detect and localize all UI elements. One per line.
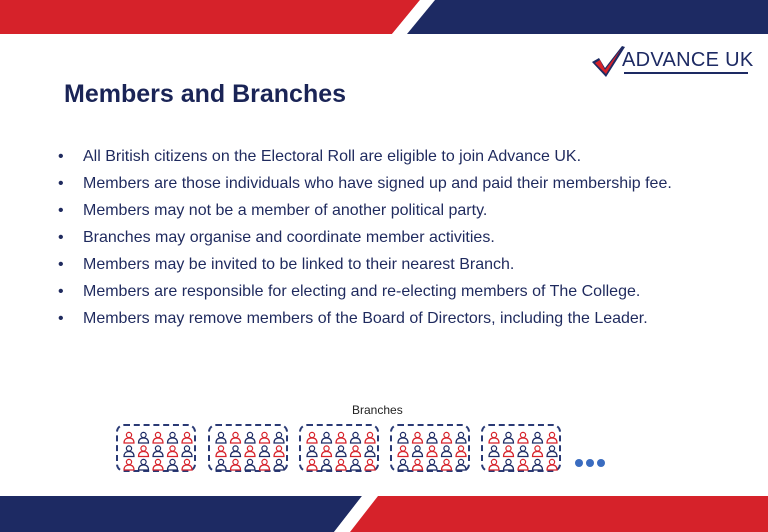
slide-title: Members and Branches bbox=[64, 80, 347, 108]
person-icon bbox=[260, 446, 270, 457]
person-icon bbox=[245, 432, 255, 443]
person-icon bbox=[518, 432, 528, 443]
person-icon bbox=[456, 432, 466, 443]
person-icon bbox=[533, 432, 543, 443]
person-icon bbox=[153, 459, 163, 470]
person-icon bbox=[139, 446, 149, 457]
person-icon bbox=[307, 446, 317, 457]
person-icon bbox=[182, 432, 192, 443]
person-icon bbox=[442, 446, 452, 457]
logo-underline bbox=[624, 72, 748, 74]
person-icon bbox=[547, 446, 557, 457]
branch-box bbox=[481, 424, 561, 472]
person-icon bbox=[518, 446, 528, 457]
person-icon bbox=[351, 459, 361, 470]
person-icon bbox=[413, 432, 423, 443]
bullet-item: • All British citizens on the Electoral Roll are eligible to join Advance UK. bbox=[58, 148, 738, 165]
person-icon bbox=[351, 446, 361, 457]
person-icon bbox=[216, 459, 226, 470]
person-icon bbox=[427, 432, 437, 443]
bullet-item: • Members are responsible for electing and re-electing members of The College. bbox=[58, 283, 738, 300]
person-icon bbox=[322, 459, 332, 470]
person-icon bbox=[182, 459, 192, 470]
person-icon bbox=[489, 446, 499, 457]
person-icon bbox=[231, 446, 241, 457]
person-icon bbox=[124, 432, 134, 443]
branch-box bbox=[299, 424, 379, 472]
person-icon bbox=[336, 446, 346, 457]
top-banner bbox=[0, 0, 768, 34]
branch-box bbox=[390, 424, 470, 472]
person-icon bbox=[216, 432, 226, 443]
person-icon bbox=[260, 432, 270, 443]
person-icon bbox=[274, 446, 284, 457]
bullet-item: • Members may not be a member of another political party. bbox=[58, 202, 738, 219]
person-icon bbox=[413, 459, 423, 470]
person-icon bbox=[307, 459, 317, 470]
person-icon bbox=[336, 432, 346, 443]
person-icon bbox=[322, 432, 332, 443]
person-icon bbox=[124, 459, 134, 470]
person-icon bbox=[216, 446, 226, 457]
branch-box bbox=[116, 424, 196, 472]
person-icon bbox=[547, 432, 557, 443]
person-icon bbox=[274, 459, 284, 470]
person-icon bbox=[124, 446, 134, 457]
person-icon bbox=[442, 432, 452, 443]
person-icon bbox=[489, 459, 499, 470]
person-icon bbox=[398, 432, 408, 443]
person-icon bbox=[547, 459, 557, 470]
person-icon bbox=[307, 432, 317, 443]
person-icon bbox=[518, 459, 528, 470]
more-dots-icon bbox=[574, 458, 606, 468]
person-icon bbox=[260, 459, 270, 470]
person-icon bbox=[351, 432, 361, 443]
person-icon bbox=[245, 459, 255, 470]
checkmark-icon bbox=[590, 44, 626, 80]
bullet-item: • Members are those individuals who have signed up and paid their membership fee. bbox=[58, 175, 738, 192]
person-icon bbox=[427, 446, 437, 457]
person-icon bbox=[139, 432, 149, 443]
bullet-item: • Members may remove members of the Board of Directors, including the Leader. bbox=[58, 310, 738, 327]
person-icon bbox=[274, 432, 284, 443]
person-icon bbox=[231, 432, 241, 443]
person-icon bbox=[456, 459, 466, 470]
bullet-list bbox=[58, 148, 738, 337]
person-icon bbox=[533, 459, 543, 470]
person-icon bbox=[504, 459, 514, 470]
person-icon bbox=[365, 432, 375, 443]
advance-uk-logo bbox=[590, 44, 754, 84]
person-icon bbox=[245, 446, 255, 457]
bottom-banner bbox=[0, 496, 768, 532]
bullet-item: • Members may be invited to be linked to their nearest Branch. bbox=[58, 256, 738, 273]
person-icon bbox=[182, 446, 192, 457]
person-icon bbox=[413, 446, 423, 457]
person-icon bbox=[504, 446, 514, 457]
bullet-item: • Branches may organise and coordinate member activities. bbox=[58, 229, 738, 246]
person-icon bbox=[533, 446, 543, 457]
person-icon bbox=[489, 432, 499, 443]
person-icon bbox=[398, 459, 408, 470]
person-icon bbox=[365, 459, 375, 470]
person-icon bbox=[456, 446, 466, 457]
branches-label: Branches bbox=[352, 403, 403, 417]
person-icon bbox=[153, 446, 163, 457]
person-icon bbox=[153, 432, 163, 443]
person-icon bbox=[442, 459, 452, 470]
person-icon bbox=[139, 459, 149, 470]
person-icon bbox=[365, 446, 375, 457]
person-icon bbox=[504, 432, 514, 443]
person-icon bbox=[398, 446, 408, 457]
person-icon bbox=[322, 446, 332, 457]
person-icon bbox=[168, 459, 178, 470]
person-icon bbox=[168, 432, 178, 443]
person-icon bbox=[336, 459, 346, 470]
branch-box bbox=[208, 424, 288, 472]
logo-text: ADVANCE UK bbox=[622, 49, 754, 71]
person-icon bbox=[168, 446, 178, 457]
person-icon bbox=[427, 459, 437, 470]
person-icon bbox=[231, 459, 241, 470]
